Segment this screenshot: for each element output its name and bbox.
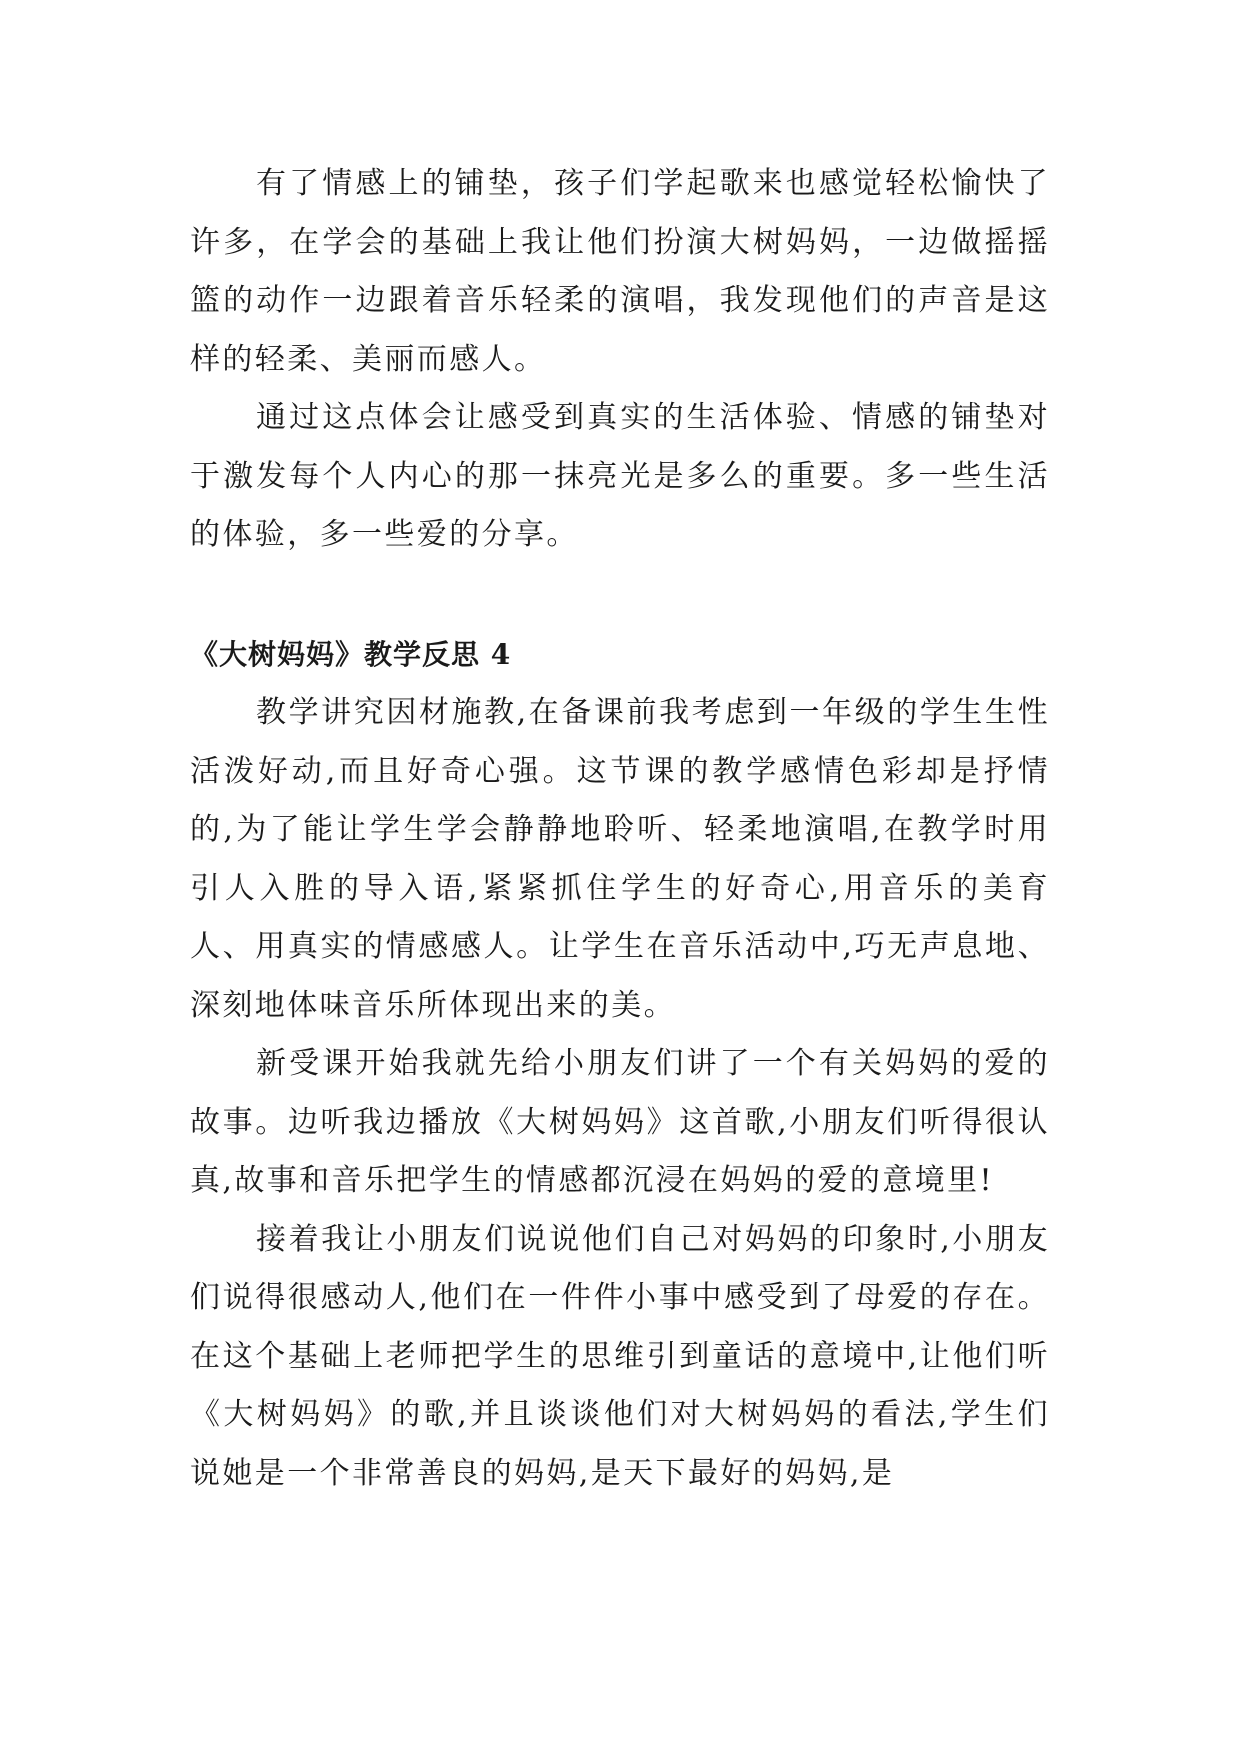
paragraph: 教学讲究因材施教,在备课前我考虑到一年级的学生生性活泼好动,而且好奇心强。这节课的教学感情色彩却是抒情的,为了能让学生学会静静地聆听、轻柔地演唱,在教学时用引人入胜的导入语,紧紧抓住学生的好奇心,用音乐的美育人、用真实的情感感人。让学生在音乐活动中,巧无声息地、深刻地体味音乐所体现出来的美。	[190, 695, 1050, 1023]
paragraph: 通过这点体会让感受到真实的生活体验、情感的铺垫对于激发每个人内心的那一抹亮光是多么的重要。多一些生活的体验，多一些爱的分享。	[190, 400, 1050, 552]
paragraph: 新受课开始我就先给小朋友们讲了一个有关妈妈的爱的故事。边听我边播放《大树妈妈》这首歌,小朋友们听得很认真,故事和音乐把学生的情感都沉浸在妈妈的爱的意境里!	[190, 1046, 1050, 1198]
document-body	[190, 155, 1050, 1503]
section-heading: 《大树妈妈》教学反思 4	[190, 637, 512, 671]
paragraph: 接着我让小朋友们说说他们自己对妈妈的印象时,小朋友们说得很感动人,他们在一件件小事中感受到了母爱的存在。在这个基础上老师把学生的思维引到童话的意境中,让他们听《大树妈妈》的歌,并且谈谈他们对大树妈妈的看法,学生们说她是一个非常善良的妈妈,是天下最好的妈妈,是	[190, 1221, 1050, 1491]
paragraph: 有了情感上的铺垫，孩子们学起歌来也感觉轻松愉快了许多，在学会的基础上我让他们扮演大树妈妈，一边做摇摇篮的动作一边跟着音乐轻柔的演唱，我发现他们的声音是这样的轻柔、美丽而感人。	[190, 166, 1050, 377]
section-spacer	[190, 565, 1050, 626]
